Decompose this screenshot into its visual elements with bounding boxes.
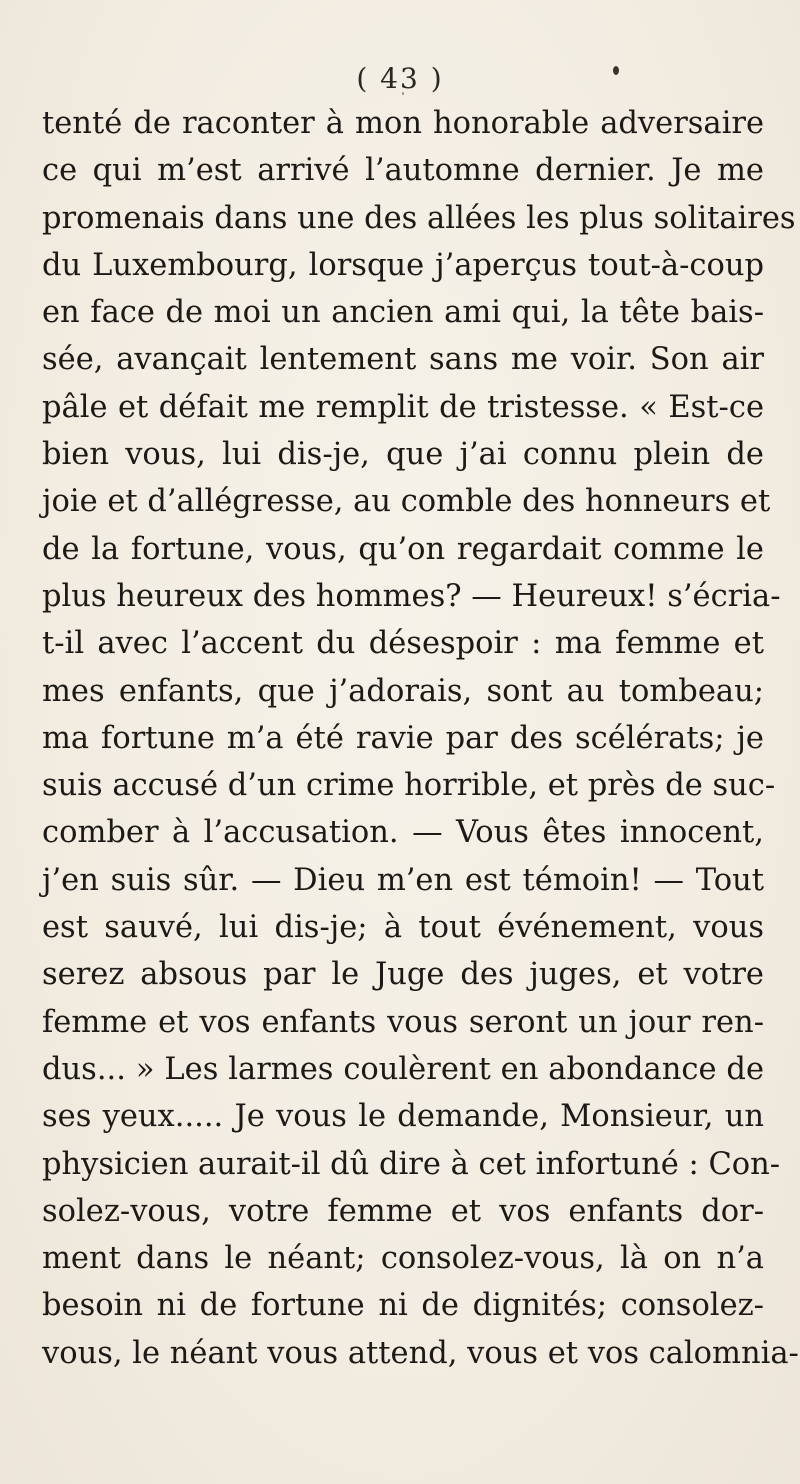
text-line: joie et d’allégresse, au comble des honneurs et [42,484,771,520]
text-line: ma fortune m’a été ravie par des scélérats; je [42,720,764,756]
text-line: pâle et défait me remplit de tristesse. « Est-ce [42,389,764,425]
text-line: physicien aurait-il dû dire à cet infortuné : Con- [42,1146,781,1182]
body-text [42,100,799,1377]
text-line: plus heureux des hommes? — Heureux! s’écria- [42,578,781,614]
text-line: femme et vos enfants vous seront un jour ren- [42,1004,764,1040]
text-line: serez absous par le Juge des juges, et votre [42,957,764,993]
text-line: mes enfants, que j’adorais, sont au tombeau; [42,673,764,709]
text-line: ses yeux..... Je vous le demande, Monsieur, un [42,1099,764,1135]
text-line: vous, le néant vous attend, vous et vos calomnia- [42,1335,799,1371]
text-line: t-il avec l’accent du désespoir : ma femme et [42,626,764,662]
text-line: sée, avançait lentement sans me voir. Son air [42,342,764,378]
text-line: tenté de raconter à mon honorable adversaire [42,106,764,141]
text-line: est sauvé, lui dis-je; à tout événement, vous [42,910,764,946]
text-line: bien vous, lui dis-je, que j’ai connu plein de [42,437,764,473]
page-number: ( 43 ) [356,62,444,95]
text-line: comber à l’accusation. — Vous êtes innocent, [42,815,764,851]
text-line: besoin ni de fortune ni de dignités; consolez- [42,1288,764,1324]
text-line: suis accusé d’un crime horrible, et près de suc- [42,768,776,804]
text-line: du Luxembourg, lorsque j’aperçus tout-à-coup [42,247,764,283]
text-line: ce qui m’est arrivé l’automne dernier. Je me [42,153,764,189]
text-line: promenais dans une des allées les plus solitaires [42,200,796,236]
text-line: ment dans le néant; consolez-vous, là on n’a [42,1241,764,1277]
text-line: solez-vous, votre femme et vos enfants dor- [42,1193,764,1229]
text-line: dus... » Les larmes coulèrent en abondance de [42,1051,764,1087]
text-line: en face de moi un ancien ami qui, la tête bais- [42,295,764,331]
text-line: de la fortune, vous, qu’on regardait comme le [42,531,764,567]
text-line: j’en suis sûr. — Dieu m’en est témoin! — Tout [42,862,764,898]
